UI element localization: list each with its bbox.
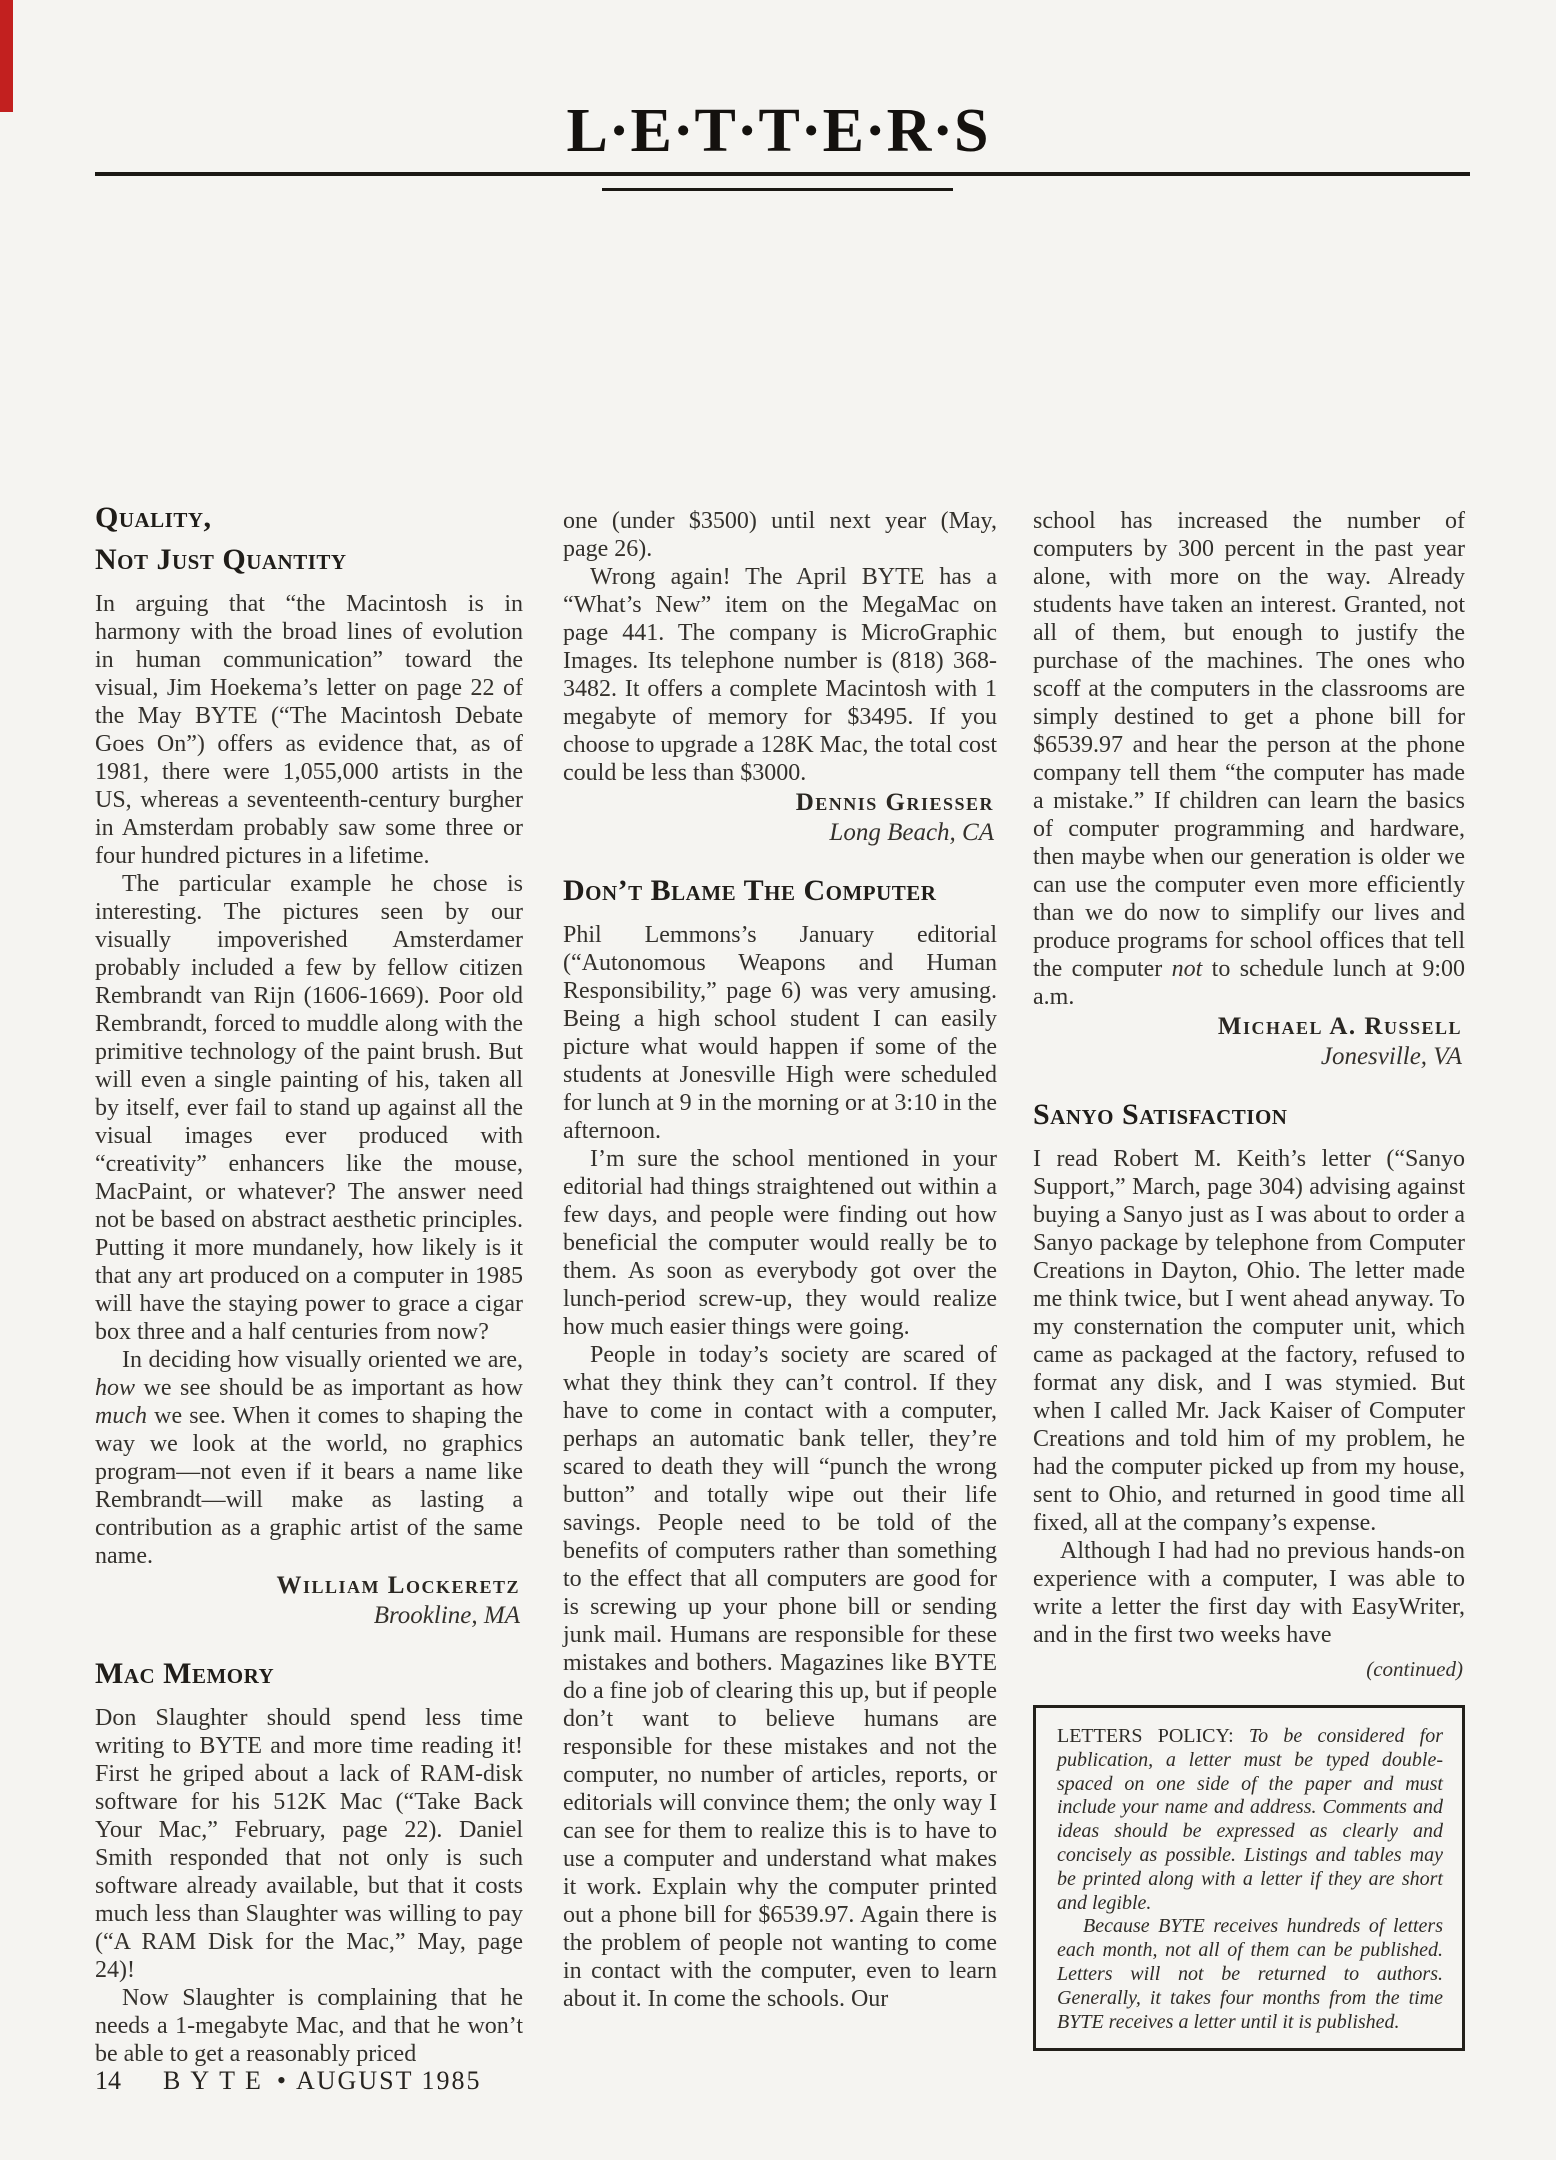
letter-heading: Mac Memory: [95, 1657, 275, 1690]
bullet-separator: •: [276, 2066, 286, 2095]
signature-location: Long Beach, CA: [829, 819, 994, 846]
letter-paragraph: In arguing that “the Macintosh is in harmony with the broad lines of evolution in human communication” toward the visual, Jim Hoekema’s letter on page 22 of the May BYTE (“The Macintosh Debate Goes On”) offers as evidence that, as of 1981, there were 1,055,000 artists in the US, whereas a seventeenth-century burgher in Amsterdam probably saw some three or four hundred pictures in a lifetime.: [95, 591, 523, 869]
letter-paragraph: one (under $3500) until next year (May, page 26).: [563, 508, 997, 562]
text-column-3: [1033, 507, 1465, 2051]
page-title: L·E·T·T·E·R·S: [566, 97, 990, 165]
letter-paragraph: The particular example he chose is interesting. The pictures seen by our visually impoverished Amsterdamer probably included a few by fellow citizen Rembrandt van Rijn (1606-1669). Poor old Rembrandt, forced to muddle along with the primitive technology of the paint brush. But will even a single painting of his, taken all by itself, ever fail to stand up against all the visual images ever produced with “creativity” enhancers like the mouse, MacPaint, or whatever? The answer need not be based on abstract aesthetic principles. Putting it more mundanely, how likely is it that any art produced on a computer in 1985 will have the staying power to grace a cigar box three and a half centuries from now?: [95, 871, 523, 1345]
letter-signature: [1033, 1012, 1465, 1072]
text-column-2: [563, 507, 997, 2013]
letters-policy-box: [1033, 1705, 1465, 2051]
continued-note: (continued): [1366, 1657, 1463, 1681]
masthead: [0, 97, 1556, 165]
letter-paragraph: People in today’s society are scared of what they think they can’t control. If they have to come in contact with a computer, perhaps an automatic bank teller, they’re scared to death they will “punch the wrong button” and totally wipe out their life savings. People need to be told of the benefits of computers rather than something to the effect that all computers are good for is screwing up your phone bill or sending junk mail. Humans are responsible for these mistakes and bothers. Magazines like BYTE do a fine job of clearing this up, but if people don’t want to believe humans are responsible for these mistakes and not the computer, no number of articles, reports, or editorials will convince them; the only way I can see for them to realize this is to have to use a computer and understand what makes it work. Explain why the computer printed out a phone bill for $6539.97. Again there is the problem of people not wanting to come in contact with the computer, even to learn about it. In come the schools. Our: [563, 1342, 997, 2012]
letter-heading: Quality, Not Just Quantity: [95, 501, 347, 576]
policy-paragraph: Because BYTE receives hundreds of letters each month, not all of them can be published. Letters will not be returned to authors. Generally, it takes four months from the time BYTE receives a letter until it is published.: [1057, 1915, 1443, 2033]
red-edge-mark: [0, 0, 13, 112]
letter-paragraph: Now Slaughter is complaining that he needs a 1-megabyte Mac, and that he won’t be able to get a reasonably priced: [95, 1985, 523, 2067]
masthead-subrule: [602, 188, 953, 191]
letter-paragraph: Although I had had no previous hands-on experience with a computer, I was able to write a letter the first day with EasyWriter, and in the first two weeks have: [1033, 1538, 1465, 1648]
letter-signature: [95, 1571, 523, 1631]
signature-name: Dennis Griesser: [795, 789, 994, 816]
page-number: 14: [95, 2066, 121, 2095]
letter-paragraph: In deciding how visually oriented we are, how we see should be as important as how much we see. When it comes to shaping the way we look at the world, no graphics program—not even if it bears a name like Rembrandt—will make as lasting a contribution as a graphic artist of the same name.: [95, 1347, 523, 1569]
letter-signature: [563, 788, 997, 848]
text-column-1: [95, 497, 523, 2068]
signature-name: William Lockeretz: [276, 1572, 520, 1599]
letter-paragraph: Wrong again! The April BYTE has a “What’s New” item on the MegaMac on page 441. The company is MicroGraphic Images. Its telephone number is (818) 368-3482. It offers a complete Macintosh with 1 megabyte of memory for $3495. If you choose to upgrade a 128K Mac, the total cost could be less than $3000.: [563, 564, 997, 786]
signature-name: Michael A. Russell: [1217, 1013, 1462, 1040]
signature-location: Brookline, MA: [373, 1602, 520, 1629]
page-footer: [95, 2066, 481, 2096]
letter-paragraph: Don Slaughter should spend less time writing to BYTE and more time reading it! First he griped about a lack of RAM-disk software for his 512K Mac (“Take Back Your Mac,” February, page 22). Daniel Smith responded that not only is such software already available, but that it costs much less than Slaughter was willing to pay (“A RAM Disk for the Mac,” May, page 24)!: [95, 1705, 523, 1983]
letter-paragraph: I’m sure the school mentioned in your editorial had things straightened out within a few days, and people were finding out how beneficial the computer would really be to them. As soon as everybody got over the lunch-period screw-up, they would realize how much easier things were going.: [563, 1146, 997, 1340]
policy-paragraph: LETTERS POLICY: To be considered for publication, a letter must be typed double-spaced on one side of the paper and must include your name and address. Comments and ideas should be expressed as clearly and concisely as possible. Listings and tables may be printed along with a letter if they are short and legible.: [1057, 1725, 1443, 1914]
letter-paragraph: Phil Lemmons’s January editorial (“Autonomous Weapons and Human Responsibility,” page 6) was very amusing. Being a high school student I can easily picture what would happen if some of the students at Jonesville High were scheduled for lunch at 9 in the morning or at 3:10 in the afternoon.: [563, 922, 997, 1144]
masthead-rule: [95, 172, 1470, 176]
magazine-name: BYTE: [163, 2066, 271, 2095]
letter-paragraph: school has increased the number of computers by 300 percent in the past year alone, with more on the way. Already students have taken an interest. Granted, not all of them, but enough to justify the purchase of the machines. The ones who scoff at the computers in the classrooms are simply destined to get a phone bill for $6539.97 and hear the person at the phone company tell them “the computer has made a mistake.” If children can learn the basics of computer programming and hardware, then maybe when our generation is older we can use the computer even more efficiently than we do now to simplify our lives and produce programs for school offices that tell the computer not to schedule lunch at 9:00 a.m.: [1033, 508, 1465, 1010]
letter-paragraph: I read Robert M. Keith’s letter (“Sanyo Support,” March, page 304) advising against buying a Sanyo just as I was about to order a Sanyo package by telephone from Computer Creations in Dayton, Ohio. The letter made me think twice, but I went ahead anyway. To my consternation the computer unit, which came as packaged at the factory, refused to format any disk, and I was stymied. But when I called Mr. Jack Kaiser of Computer Creations and told him of my problem, he had the computer picked up from my house, sent to Ohio, and returned in good time all fixed, all at the company’s expense.: [1033, 1146, 1465, 1536]
issue-date: AUGUST 1985: [296, 2066, 482, 2095]
signature-location: Jonesville, VA: [1320, 1043, 1462, 1070]
letter-heading: Don’t Blame The Computer: [563, 874, 937, 907]
letter-heading: Sanyo Satisfaction: [1033, 1098, 1288, 1131]
